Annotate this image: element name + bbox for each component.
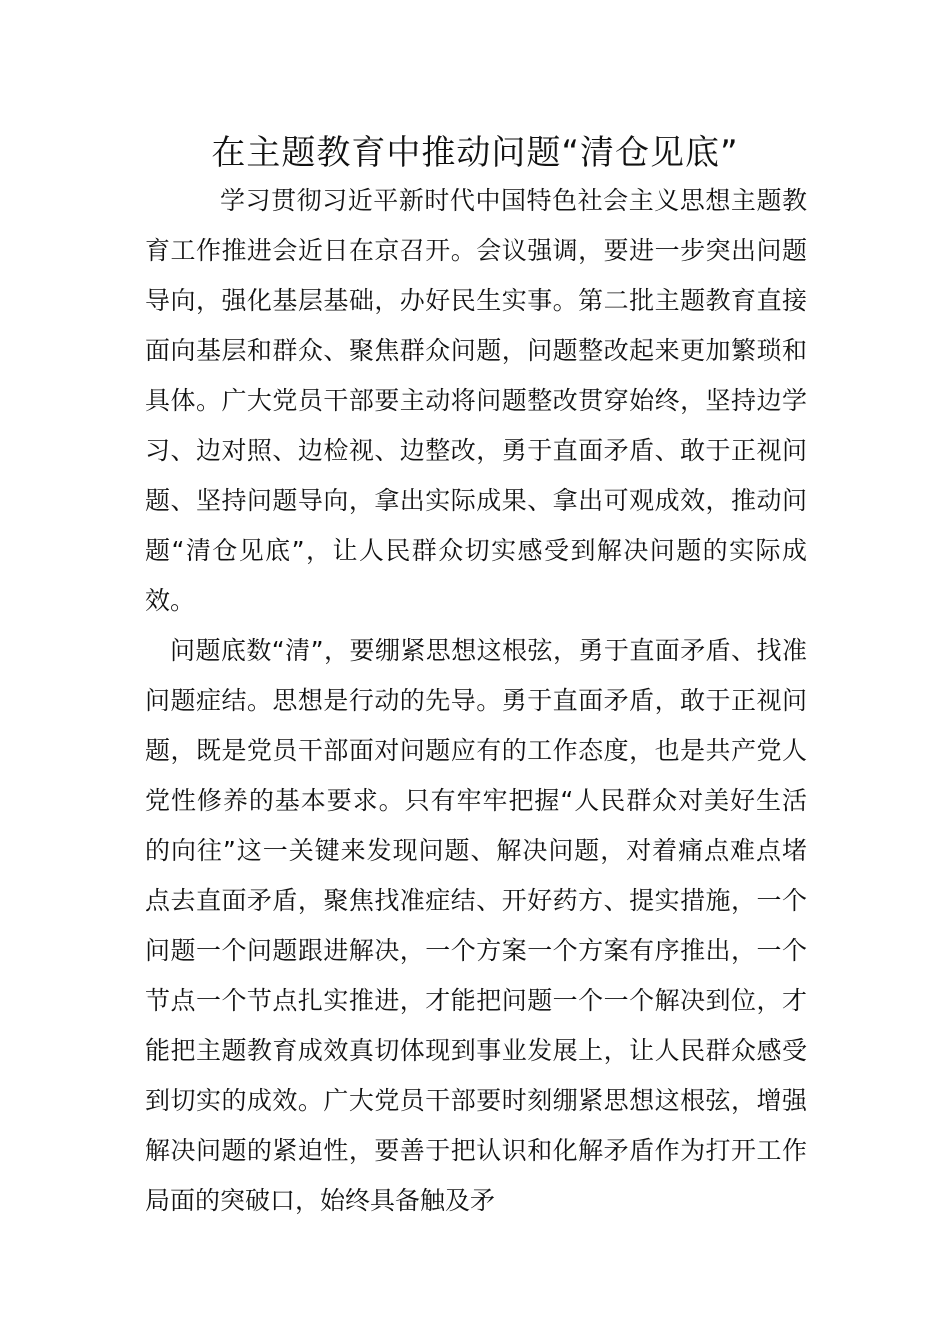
- document-title: 在主题教育中推动问题“清仓见底”: [211, 133, 739, 173]
- document-body: [145, 176, 807, 1226]
- paragraph-1: 学习贯彻习近平新时代中国特色社会主义思想主题教育工作推进会近日在京召开。会议强调，要进一步突出问题导向，强化基层基础，办好民生实事。第二批主题教育直接面向基层和群众、聚焦群众问题，问题整改起来更加繁琐和具体。广大党员干部要主动将问题整改贯穿始终，坚持边学习、边对照、边检视、边整改，勇于直面矛盾、敢于正视问题、坚持问题导向，拿出实际成果、拿出可观成效，推动问题“清仓见底”，让人民群众切实感受到解决问题的实际成效。: [145, 186, 807, 615]
- paragraph-2: 问题底数“清”，要绷紧思想这根弦，勇于直面矛盾、找准问题症结。思想是行动的先导。勇于直面矛盾，敢于正视问题，既是党员干部面对问题应有的工作态度，也是共产党人党性修养的基本要求。只有牢牢把握“人民群众对美好生活的向往”这一关键来发现问题、解决问题，对着痛点难点堵点去直面矛盾，聚焦找准症结、开好药方、提实措施，一个问题一个问题跟进解决，一个方案一个方案有序推出，一个节点一个节点扎实推进，才能把问题一个一个解决到位，才能把主题教育成效真切体现到事业发展上，让人民群众感受到切实的成效。广大党员干部要时刻绷紧思想这根弦，增强解决问题的紧迫性，要善于把认识和化解矛盾作为打开工作局面的突破口，始终具备触及矛: [145, 636, 807, 1215]
